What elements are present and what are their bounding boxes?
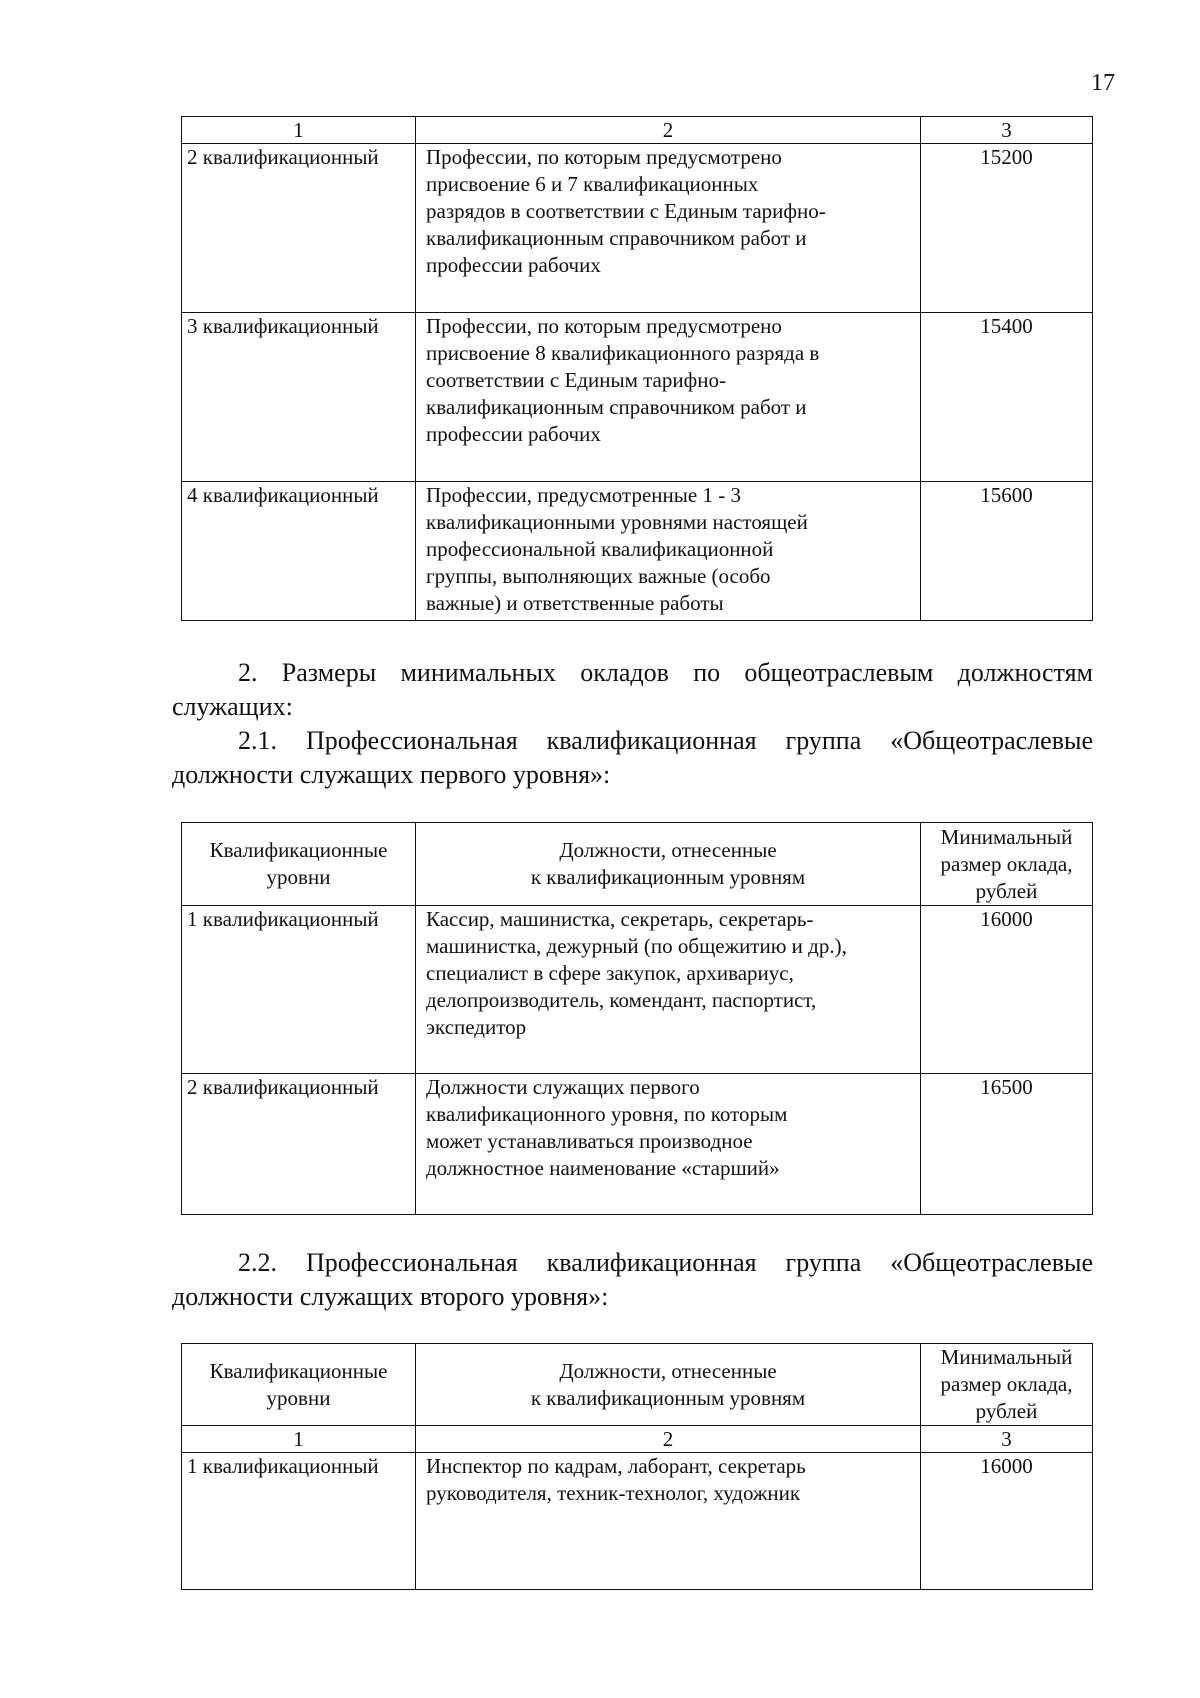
- section-2-1-heading-continued: [172, 758, 1093, 792]
- description-line: Профессии, по которым предусмотрено: [426, 314, 782, 338]
- description-line: соответствии с Единым тарифно-: [426, 368, 726, 392]
- header-qualification-levels: [182, 1344, 416, 1426]
- description-line: руководителя, техник-технолог, художник: [426, 1481, 801, 1505]
- salary-value: 15200: [921, 144, 1093, 313]
- section-2-heading-continued: [172, 690, 1093, 724]
- table-row: [182, 144, 1093, 313]
- description-line: квалификационным справочником работ и: [426, 226, 807, 250]
- section-2-1-heading: [172, 724, 1093, 758]
- table-header-row: [182, 823, 1093, 906]
- column-index-row: [182, 1426, 1093, 1453]
- header-line: Должности, отнесенные: [559, 838, 777, 862]
- position-description: [416, 906, 921, 1074]
- description-line: Профессии, предусмотренные 1 - 3: [426, 483, 741, 507]
- header-line: Минимальный: [940, 1345, 1073, 1369]
- description-line: профессии рабочих: [426, 253, 601, 277]
- second-level-positions-table: [181, 1343, 1093, 1590]
- salary-value: 16000: [921, 1453, 1093, 1590]
- header-line: рублей: [975, 1399, 1038, 1423]
- description-line: присвоение 6 и 7 квалификационных: [426, 172, 759, 196]
- column-index-3: 3: [921, 117, 1093, 144]
- header-line: размер оклада,: [940, 851, 1073, 876]
- header-positions: [416, 1344, 921, 1426]
- header-line: рублей: [975, 878, 1038, 903]
- table-row: [182, 313, 1093, 482]
- header-min-salary: [921, 823, 1093, 906]
- salary-value: 16500: [921, 1074, 1093, 1215]
- section-2-1-line-1: 2.1. Профессиональная квалификационная группа «Общеотраслевые: [238, 726, 1093, 755]
- description-line: разрядов в соответствии с Единым тарифно-: [426, 199, 826, 223]
- column-index-2: 2: [416, 1426, 921, 1453]
- qualification-level: 2 квалификационный: [182, 144, 416, 313]
- description-line: машинистка, дежурный (по общежитию и др.),: [426, 934, 847, 958]
- description-line: экспедитор: [426, 1015, 527, 1039]
- description-line: профессии рабочих: [426, 422, 601, 446]
- qualification-level: 1 квалификационный: [182, 906, 416, 1074]
- qualification-level: 4 квалификационный: [182, 482, 416, 621]
- header-positions: [416, 823, 921, 906]
- qualification-level: 2 квалификационный: [182, 1074, 416, 1215]
- description-line: может устанавливаться производное: [426, 1129, 753, 1153]
- first-level-positions-table: [181, 822, 1093, 1215]
- column-index-row: [182, 117, 1093, 144]
- description-line: делопроизводитель, комендант, паспортист,: [426, 988, 817, 1012]
- description-line: Кассир, машинистка, секретарь, секретарь-: [426, 907, 814, 931]
- column-index-1: 1: [182, 117, 416, 144]
- description-line: специалист в сфере закупок, архивариус,: [426, 961, 794, 985]
- description-line: профессиональной квалификационной: [426, 537, 774, 561]
- column-index-2: 2: [416, 117, 921, 144]
- table-header-row: [182, 1344, 1093, 1426]
- salary-value: 16000: [921, 906, 1093, 1074]
- table-row: [182, 906, 1093, 1074]
- description-line: важные) и ответственные работы: [426, 591, 724, 615]
- header-qualification-levels: [182, 823, 416, 906]
- qualification-level: 1 квалификационный: [182, 1453, 416, 1590]
- section-2-2-heading-continued: [172, 1280, 1093, 1314]
- salary-value: 15600: [921, 482, 1093, 621]
- section-2-1-line-2: должности служащих первого уровня»:: [172, 760, 611, 789]
- section-2-2-heading: [172, 1246, 1093, 1280]
- header-line: Квалификационные: [209, 1358, 388, 1383]
- header-line: Минимальный: [940, 824, 1073, 849]
- column-index-3: 3: [921, 1426, 1093, 1453]
- header-line: Квалификационные: [209, 838, 388, 862]
- profession-description: [416, 313, 921, 482]
- header-line: уровни: [266, 1385, 331, 1410]
- section-2-2-line-1: 2.2. Профессиональная квалификационная группа «Общеотраслевые: [238, 1248, 1093, 1277]
- description-line: Профессии, по которым предусмотрено: [426, 145, 782, 169]
- profession-description: [416, 144, 921, 313]
- section-2-2-line-2: должности служащих второго уровня»:: [172, 1282, 609, 1311]
- header-line: уровни: [266, 865, 331, 889]
- column-index-1: 1: [182, 1426, 416, 1453]
- header-min-salary: [921, 1344, 1093, 1426]
- table-row: [182, 1453, 1093, 1590]
- description-line: Должности служащих первого: [426, 1075, 700, 1099]
- section-2-line-1: 2. Размеры минимальных окладов по общеотраслевым должностям: [238, 658, 1093, 687]
- description-line: присвоение 8 квалификационного разряда в: [426, 341, 820, 365]
- page-number: 17: [1091, 70, 1115, 96]
- description-line: квалификационными уровнями настоящей: [426, 510, 808, 534]
- qualification-level: 3 квалификационный: [182, 313, 416, 482]
- qualification-table-continued: [181, 116, 1093, 621]
- profession-description: [416, 482, 921, 621]
- salary-value: 15400: [921, 313, 1093, 482]
- description-line: квалификационным справочником работ и: [426, 395, 807, 419]
- description-line: квалификационного уровня, по которым: [426, 1102, 788, 1126]
- header-line: Должности, отнесенные: [559, 1358, 777, 1383]
- description-line: должностное наименование «старший»: [426, 1156, 780, 1180]
- section-2-line-2: служащих:: [172, 692, 293, 721]
- description-line: Инспектор по кадрам, лаборант, секретарь: [426, 1454, 806, 1478]
- header-line: размер оклада,: [940, 1372, 1073, 1396]
- position-description: [416, 1074, 921, 1215]
- section-2-heading: [172, 656, 1093, 690]
- header-line: к квалификационным уровням: [530, 865, 806, 889]
- table-row: [182, 482, 1093, 621]
- position-description: [416, 1453, 921, 1590]
- description-line: группы, выполняющих важные (особо: [426, 564, 771, 588]
- table-row: [182, 1074, 1093, 1215]
- header-line: к квалификационным уровням: [530, 1385, 806, 1410]
